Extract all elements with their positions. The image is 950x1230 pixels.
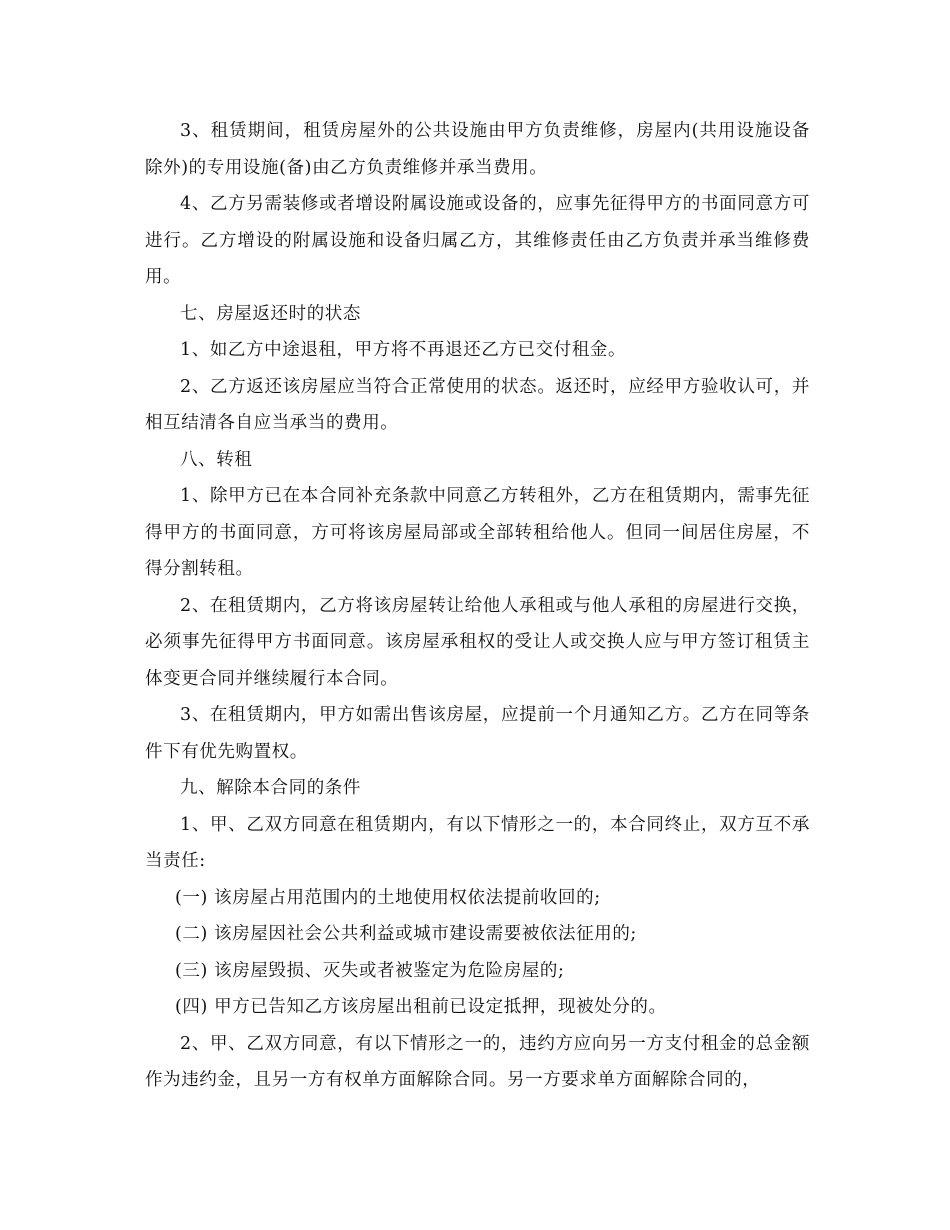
section-heading-return-state: 七、房屋返还时的状态 — [180, 303, 361, 324]
clause-4-renovation: 4、乙方另需装修或者增设附属设施或设备的，应事先征得甲方的书面同意方可进行。乙方增设的附属设施和设备归属乙方，其维修责任由乙方负责并承当维修费用。 — [145, 194, 810, 287]
clause-sublease-1: 1、除甲方已在本合同补充条款中同意乙方转租外，乙方在租赁期内，需事先征得甲方的书面同意，方可将该房屋局部或全部转租给他人。但同一间居住房屋，不得分割转租。 — [145, 486, 810, 579]
section-heading-sublease: 八、转租 — [180, 449, 253, 470]
clause-termination-2: 2、甲、乙双方同意，有以下情形之一的，违约方应向另一方支付租金的总金额作为违约金，且另一方有权单方面解除合同。另一方要求单方面解除合同的， — [145, 1033, 810, 1090]
clause-sublease-2: 2、在租赁期内，乙方将该房屋转让给他人承租或与他人承租的房屋进行交换，必须事先征得甲方书面同意。该房屋承租权的受让人或交换人应与甲方签订租赁主体变更合同并继续履行本合同。 — [145, 595, 810, 689]
clause-return-2: 2、乙方返还该房屋应当符合正常使用的状态。返还时，应经甲方验收认可，并相互结清各自应当承当的费用。 — [145, 376, 810, 433]
termination-item-2: (二) 该房屋因社会公共利益或城市建设需要被依法征用的; — [175, 924, 637, 944]
section-heading-termination: 九、解除本合同的条件 — [180, 778, 361, 798]
clause-sublease-3: 3、在租赁期内，甲方如需出售该房屋，应提前一个月通知乙方。乙方在同等条件下有优先购置权。 — [145, 705, 810, 762]
termination-item-3: (三) 该房屋毁损、灭失或者被鉴定为危险房屋的; — [175, 960, 565, 981]
termination-item-4: (四) 甲方已告知乙方该房屋出租前已设定抵押，现被处分的。 — [175, 997, 667, 1017]
clause-3-maintenance: 3、租赁期间，租赁房屋外的公共设施由甲方负责维修，房屋内(共用设施设备除外)的专用设施(备)由乙方负责维修并承当费用。 — [145, 121, 810, 178]
termination-item-1: (一) 该房屋占用范围内的土地使用权依法提前收回的; — [175, 887, 601, 908]
clause-termination-1: 1、甲、乙双方同意在租赁期内，有以下情形之一的，本合同终止，双方互不承当责任: — [145, 814, 810, 871]
clause-return-1: 1、如乙方中途退租，甲方将不再退还乙方已交付租金。 — [180, 340, 627, 360]
contract-body — [145, 113, 810, 1099]
